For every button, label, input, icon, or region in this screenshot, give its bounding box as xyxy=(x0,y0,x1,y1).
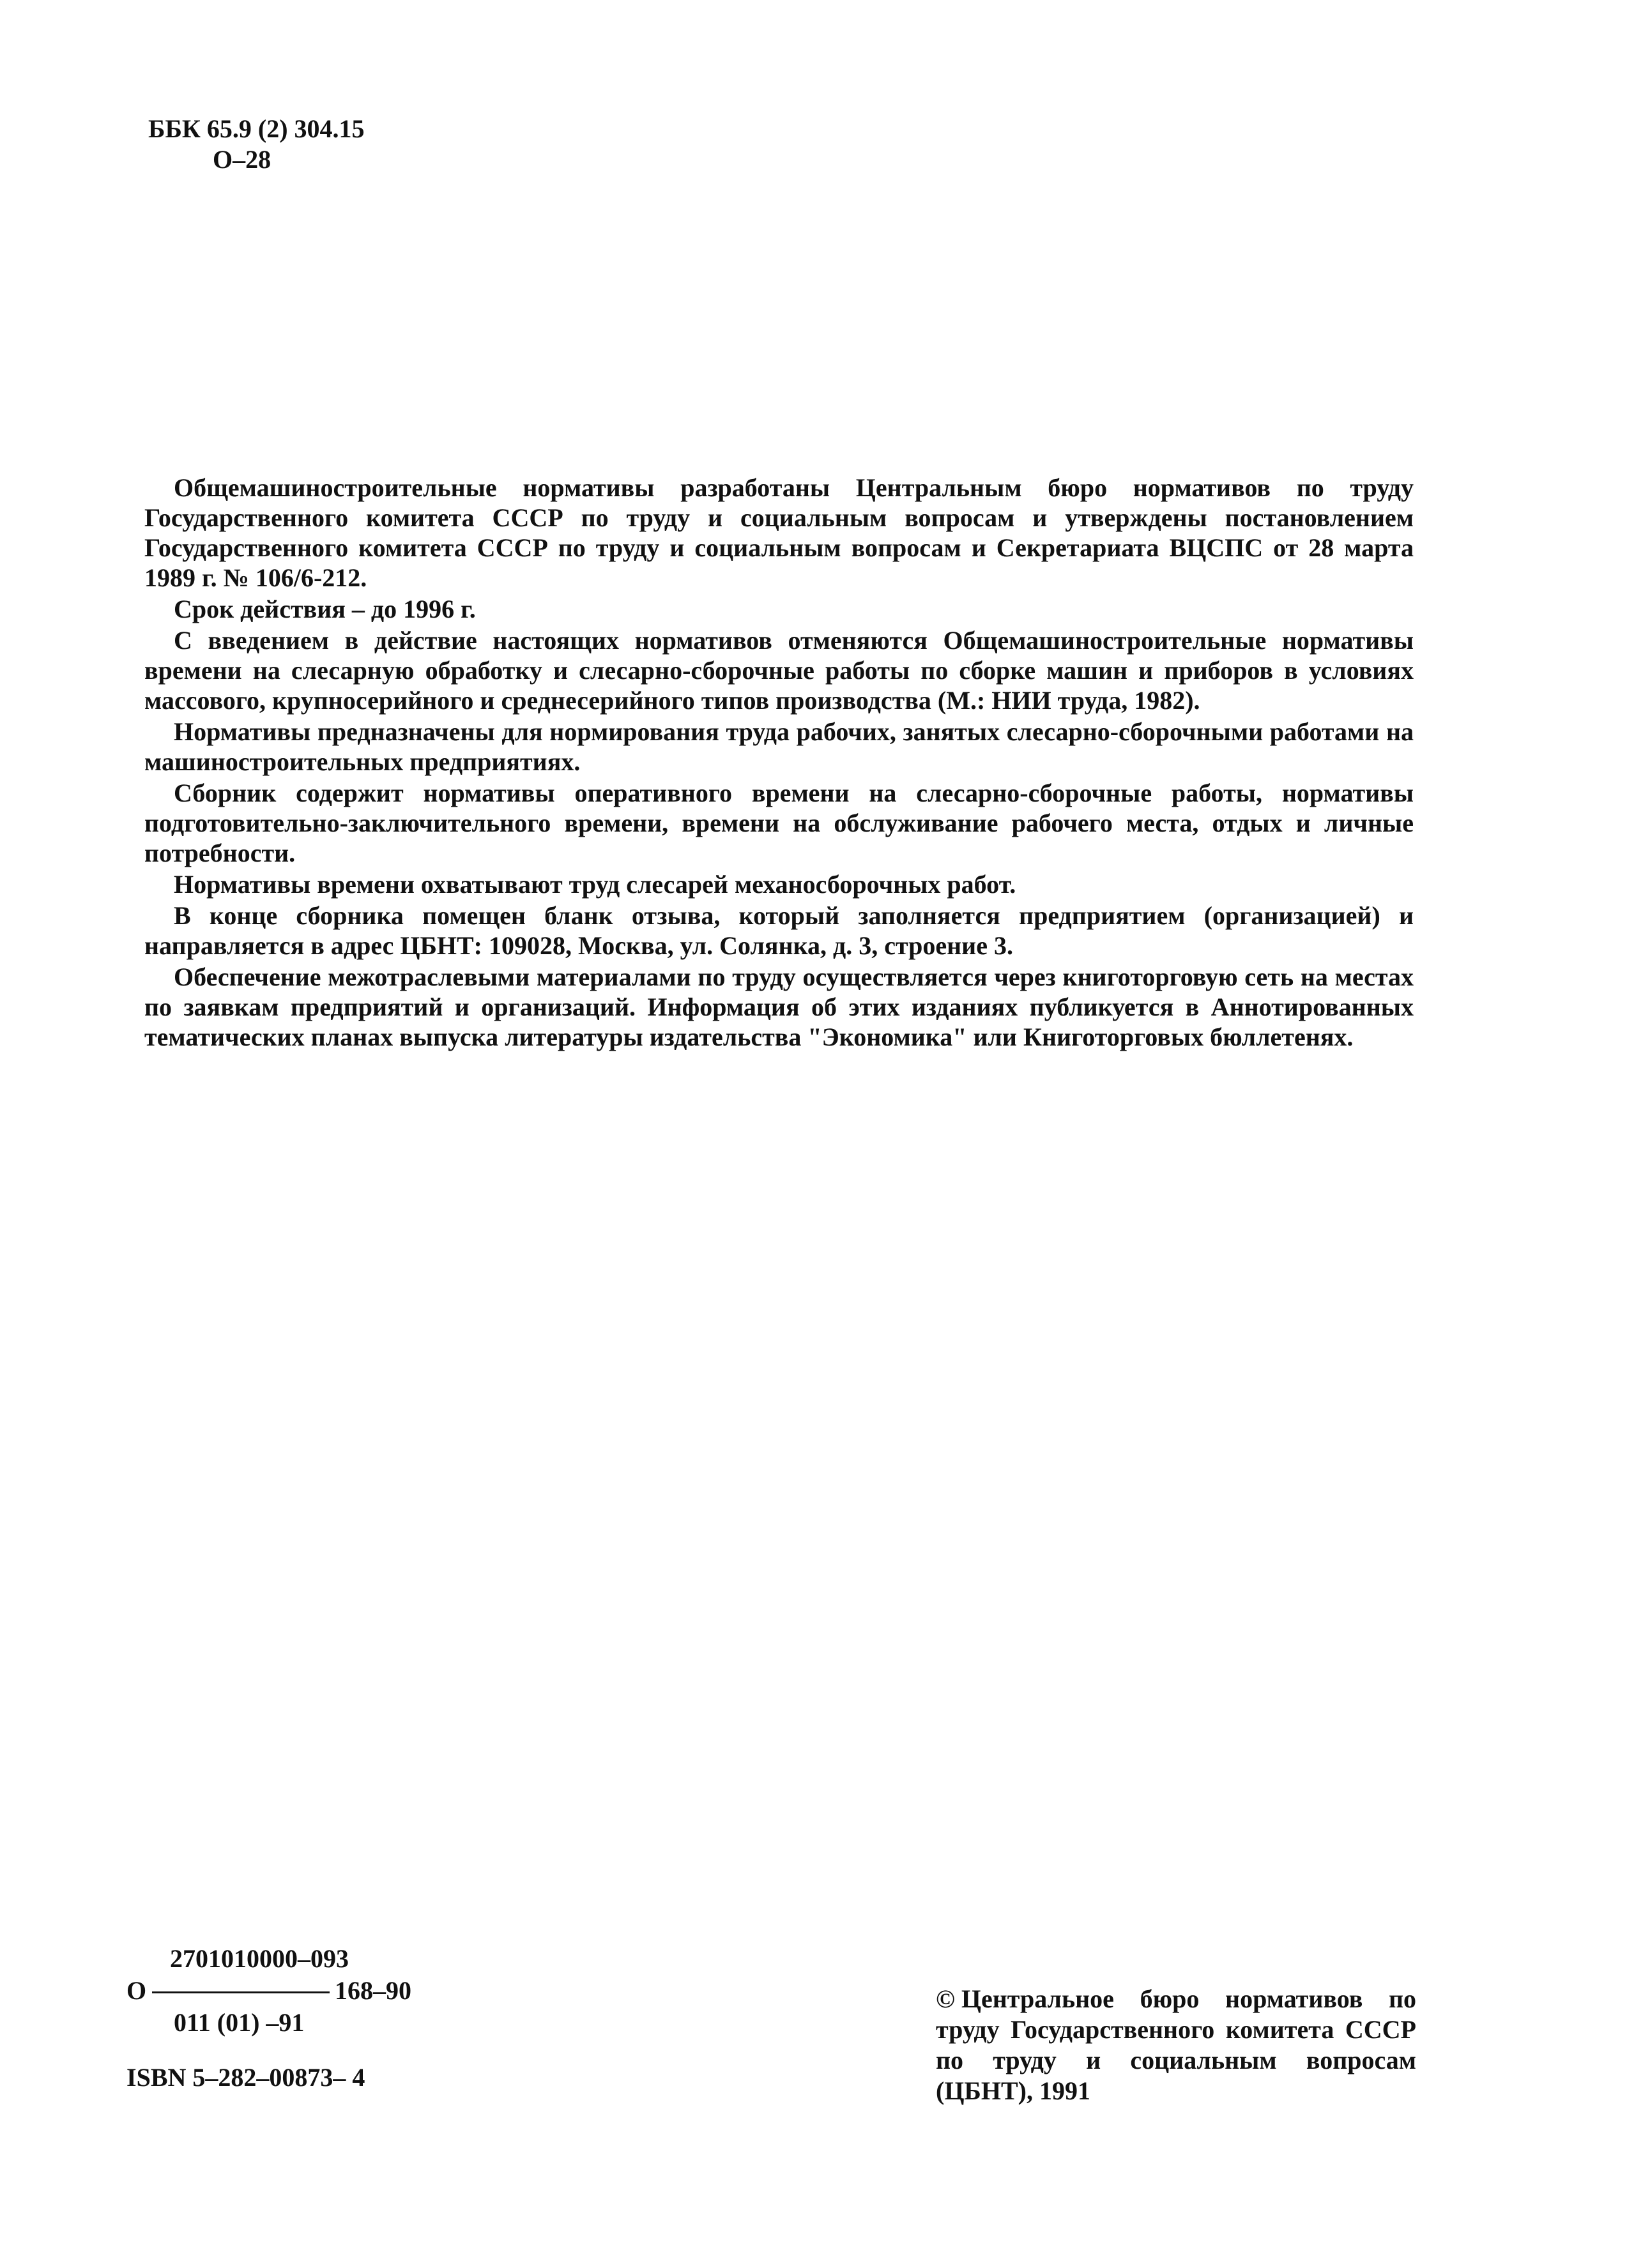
publication-imprint xyxy=(126,1943,523,2094)
copyright-notice xyxy=(936,1984,1416,2106)
copyright-text: Центральное бюро нормативов по труду Государственного комитета СССР по труду и социальным вопросам (ЦБНТ), 1991 xyxy=(936,1984,1416,2105)
paragraph-development: Общемашиностроительные нормативы разработаны Центральным бюро нормативов по труду Государственного комитета СССР по труду и социальным вопросам и утверждены постановлением Государственного комитета СССР по труду и социальным вопросам и Секретариата ВЦСПС от 28 марта 1989 г. № 106/6-212. xyxy=(144,473,1414,592)
author-mark: О–28 xyxy=(213,145,271,174)
imprint-numerator: 2701010000–093 xyxy=(170,1944,349,1973)
imprint-order-code: 168–90 xyxy=(335,1976,411,2005)
paragraph-contents: Сборник содержит нормативы оперативного времени на слесарно-сборочные работы, нормативы подготовительно-заключительного времени, времени на обслуживание рабочего места, отдых и личные потребности. xyxy=(144,779,1414,867)
bbk-classification xyxy=(148,114,365,175)
imprint-letter: О xyxy=(126,1976,147,2005)
paragraph-validity: Срок действия – до 1996 г. xyxy=(174,595,476,623)
copyright-sign: © xyxy=(936,1984,955,2013)
paragraph-replacement: С введением в действие настоящих нормативов отменяются Общемашиностроительные нормативы времени на слесарную обработку и слесарно-сборочные работы по сборке машин и приборов в условиях массового, крупносерийного и среднесерийного типов производства (М.: НИИ труда, 1982). xyxy=(144,626,1414,715)
imprint-denominator: 011 (01) –91 xyxy=(174,2008,305,2037)
paragraph-scope: Нормативы времени охватывают труд слесарей механосборочных работ. xyxy=(174,870,1016,899)
isbn-number: ISBN 5–282–00873– 4 xyxy=(126,2063,365,2092)
paragraph-purpose: Нормативы предназначены для нормирования труда рабочих, занятых слесарно-сборочными работами на машиностроительных предприятиях. xyxy=(144,717,1414,776)
annotation-text xyxy=(144,473,1414,1053)
bbk-code: ББК 65.9 (2) 304.15 xyxy=(148,114,365,143)
paragraph-feedback-form: В конце сборника помещен бланк отзыва, который заполняется предприятием (организацией) и направляется в адрес ЦБНТ: 109028, Москва, ул. Солянка, д. 3, строение 3. xyxy=(144,901,1414,960)
paragraph-distribution: Обеспечение межотраслевыми материалами по труду осуществляется через книготорговую сеть на местах по заявкам предприятий и организаций. Информация об этих изданиях публикуется в Аннотированных тематических планах выпуска литературы издательства "Экономика" или Книготорговых бюллетенях. xyxy=(144,963,1414,1051)
fraction-line xyxy=(152,1991,330,1993)
